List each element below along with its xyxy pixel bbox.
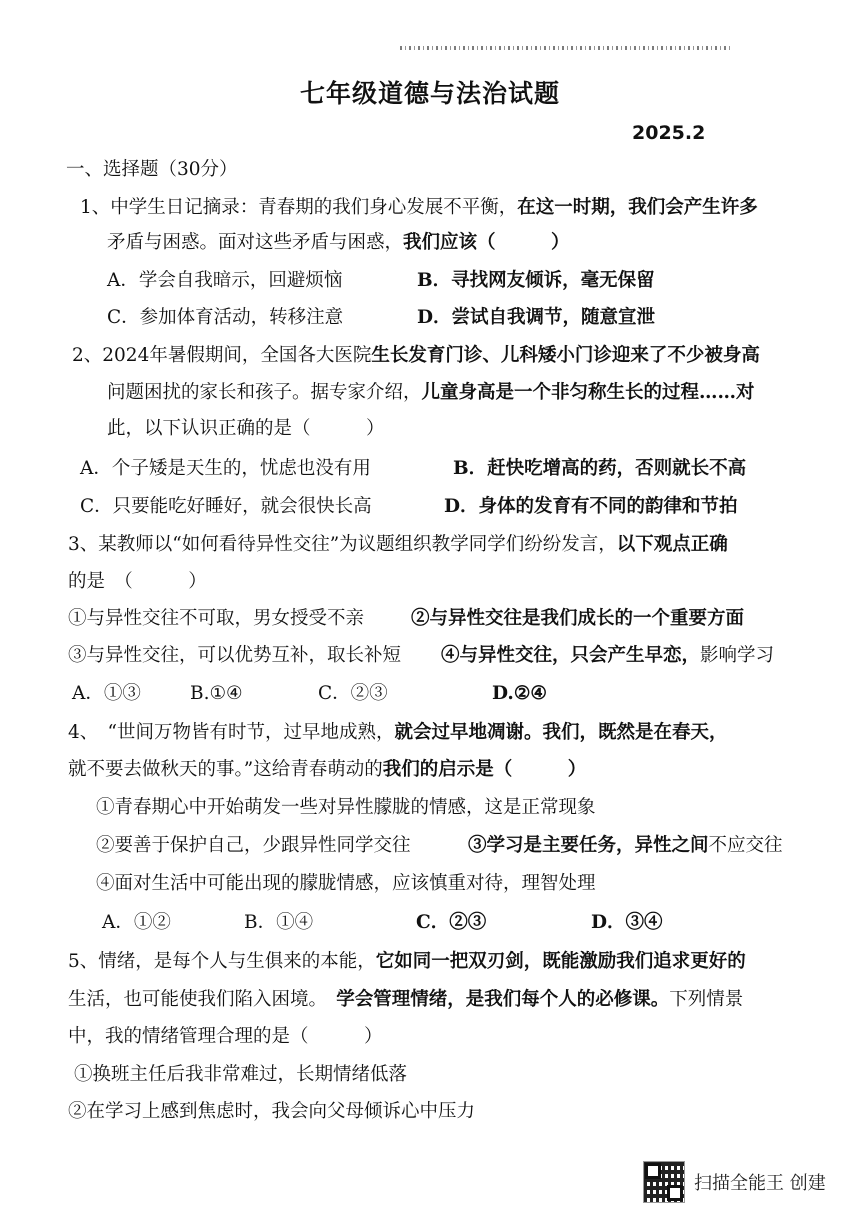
q4-stem-2b: 我们的启示是（ ） — [382, 759, 587, 780]
q5-stem-2c: 下列情景 — [669, 989, 744, 1010]
q3-option-b: B.①④ — [190, 683, 243, 704]
q3-stem-line1 — [68, 532, 728, 558]
q4-option-a: A．①② — [102, 912, 171, 933]
q3-option-c: C．②③ — [318, 683, 388, 704]
q2-stem-2a: 问题困扰的家长和孩子。据专家介绍， — [107, 382, 422, 403]
q5-stem-line3: 中，我的情绪管理合理的是（ ） — [68, 1026, 383, 1047]
q3-statement-3: ③与异性交往，可以优势互补，取长补短 — [68, 645, 402, 666]
page-title: 七年级道德与法治试题 — [299, 79, 560, 108]
q2-option-d: D．身体的发育有不同的韵律和节拍 — [444, 496, 738, 517]
q4-stem-1a: 4、 “世间万物皆有时节，过早地成熟， — [68, 722, 395, 743]
q1-stem-line2 — [107, 230, 570, 256]
q3-statement-2: ②与异性交往是我们成长的一个重要方面 — [411, 608, 745, 629]
scan-artifact — [400, 46, 730, 50]
scanner-watermark — [643, 1161, 826, 1203]
q2-option-b: B．赶快吃增高的药，否则就长不高 — [453, 458, 747, 479]
q5-statement-2: ②在学习上感到焦虑时，我会向父母倾诉心中压力 — [68, 1101, 476, 1122]
q4-option-c: C．②③ — [416, 912, 487, 933]
q3-statement-4a: ④与异性交往，只会产生早恋， — [441, 645, 701, 666]
q1-option-d: D．尝试自我调节，随意宣泄 — [417, 307, 656, 328]
q1-option-a: A．学会自我暗示，回避烦恼 — [107, 270, 343, 291]
q5-stem-line2 — [68, 987, 743, 1013]
q1-stem-2a: 矛盾与困惑。面对这些矛盾与困惑， — [107, 232, 404, 253]
q3-statement-4b: 影响学习 — [700, 645, 775, 666]
q4-statement-1a: ①青春期心中开始萌发一些对异性朦胧的情感，这是正常现象 — [96, 797, 596, 818]
q1-stem-1b: 在这一时期，我们会产生许多 — [517, 197, 758, 218]
q4-stem-line1 — [68, 720, 728, 746]
q5-stem-line1 — [68, 949, 746, 975]
qr-code-icon — [643, 1161, 685, 1203]
q5-stem-1a: 5、情绪，是每个人与生俱来的本能， — [68, 951, 376, 972]
q3-option-a: A．①③ — [72, 683, 141, 704]
q4-option-b: B．①④ — [244, 912, 314, 933]
q3-option-d: D.②④ — [492, 683, 547, 704]
q4-statement-1 — [96, 795, 596, 821]
q2-stem-2b: 儿童身高是一个非匀称生长的过程……对 — [421, 382, 755, 403]
q4-stem-line2 — [68, 757, 586, 783]
q4-statement-3b: 不应交往 — [708, 835, 783, 856]
q4-statement-3a: ③学习是主要任务，异性之间 — [468, 835, 709, 856]
q3-statement-1: ①与异性交往不可取，男女授受不亲 — [68, 608, 365, 629]
q4-statement-3 — [468, 833, 783, 859]
q1-option-c: C．参加体育活动，转移注意 — [107, 307, 344, 328]
q3-statement-4 — [441, 643, 774, 669]
q4-stem-2a: 就不要去做秋天的事。”这给青春萌动的 — [68, 759, 383, 780]
q5-stem-2b: 学会管理情绪，是我们每个人的必修课。 — [336, 989, 670, 1010]
q4-stem-1b: 就会过早地凋谢。我们，既然是在春天， — [394, 722, 728, 743]
section-heading: 一、选择题（30分） — [66, 159, 238, 180]
q4-option-d: D．③④ — [591, 912, 663, 933]
q1-stem-2b: 我们应该（ ） — [403, 232, 570, 253]
scanner-brand-label: 扫描全能王 创建 — [694, 1173, 826, 1194]
q2-stem-1a: 2、2024年暑假期间，全国各大医院 — [72, 345, 372, 366]
q3-stem-1b: 以下观点正确 — [616, 534, 728, 555]
q3-stem-1a: 3、某教师以“如何看待异性交往”为议题组织教学同学们纷纷发言， — [68, 534, 617, 555]
q1-stem-line1 — [80, 195, 758, 221]
q4-statement-2: ②要善于保护自己，少跟异性同学交往 — [96, 835, 411, 856]
q5-stem-2a: 生活，也可能使我们陷入困境。 — [68, 989, 337, 1010]
q5-statement-1: ①换班主任后我非常难过，长期情绪低落 — [74, 1064, 408, 1085]
q2-option-a: A．个子矮是天生的，忧虑也没有用 — [80, 458, 371, 479]
q4-statement-4: ④面对生活中可能出现的朦胧情感，应该慎重对待，理智处理 — [96, 873, 596, 894]
q1-option-b: B．寻找网友倾诉，毫无保留 — [417, 270, 655, 291]
q2-option-c: C．只要能吃好睡好，就会很快长高 — [80, 496, 372, 517]
q2-stem-line3: 此，以下认识正确的是（ ） — [107, 418, 385, 439]
q2-stem-line1 — [72, 343, 760, 369]
q3-stem-line2: 的是 （ ） — [68, 571, 207, 592]
q1-stem-1a: 1、中学生日记摘录：青春期的我们身心发展不平衡， — [80, 197, 518, 218]
q2-stem-line2 — [107, 380, 755, 406]
q5-stem-1b: 它如同一把双刃剑，既能激励我们追求更好的 — [375, 951, 746, 972]
exam-date: 2025.2 — [632, 122, 706, 144]
q2-stem-1b: 生长发育门诊、儿科矮小门诊迎来了不少被身高 — [371, 345, 760, 366]
